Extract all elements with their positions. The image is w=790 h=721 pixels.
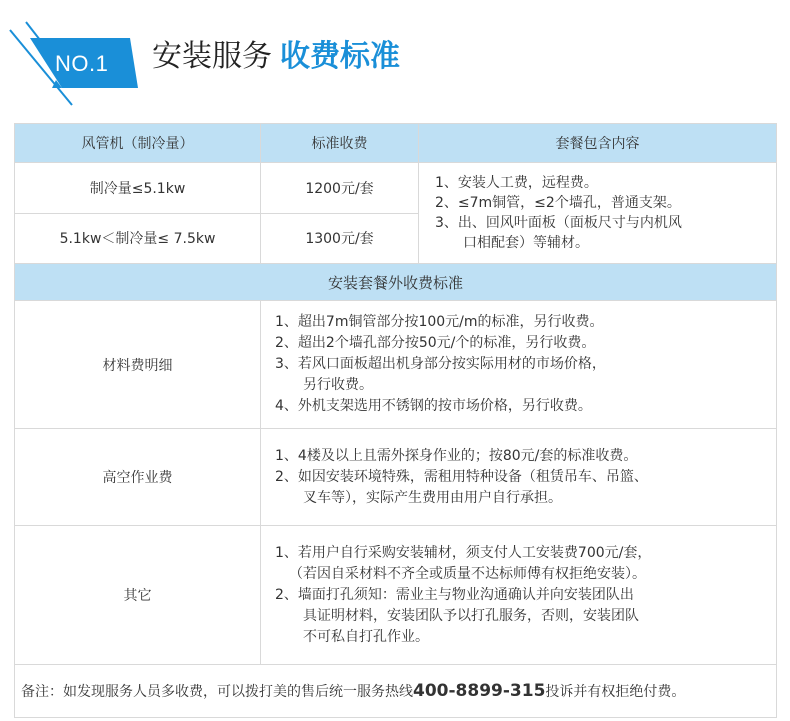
- table-row: [15, 163, 777, 214]
- package-item: 2、≤7m铜管，≤2个墙孔，普通支架。: [435, 195, 681, 211]
- fee-detail-item: 1、4楼及以上且需外探身作业的；按80元/套的标准收费。: [275, 447, 638, 464]
- fee-detail-cell: [261, 526, 777, 665]
- fee-detail-cell: [261, 301, 777, 429]
- fee-detail-item: 3、若风口面板超出机身部分按实际用材的市场价格，: [275, 356, 606, 372]
- footnote-prefix: 备注：如发现服务人员多收费，可以拨打美的售后统一服务热线: [21, 684, 413, 700]
- table-row: [15, 301, 777, 429]
- fee-detail-item: 叉车等），实际产生费用由用户自行承担。: [303, 489, 562, 506]
- table-row: [15, 429, 777, 526]
- section-header: [0, 0, 790, 110]
- table-header-row: [15, 124, 777, 163]
- fee-detail-item: 1、超出7m铜管部分按100元/m的标准，另行收费。: [275, 314, 604, 330]
- fee-detail-item: 2、墙面打孔须知：需业主与物业沟通确认并向安装团队出: [275, 586, 634, 603]
- fee-category-label: 其它: [15, 526, 261, 665]
- fee-detail-item: （若因自采材料不齐全或质量不达标师傅有权拒绝安装）。: [289, 565, 646, 582]
- package-item: 1、安装人工费，远程费。: [435, 175, 598, 191]
- package-contents-cell: [419, 163, 777, 264]
- fee-detail-item: 2、超出2个墙孔部分按50元/个的标准，另行收费。: [275, 335, 596, 351]
- fee-detail-cell: [261, 429, 777, 526]
- package-item: 3、出、回风叶面板（面板尺寸与内机风: [435, 215, 682, 231]
- capacity-cell: 5.1kw＜制冷量≤ 7.5kw: [15, 213, 261, 264]
- column-header: 风管机（制冷量）: [15, 124, 261, 163]
- extra-fees-title: 安装套餐外收费标准: [15, 264, 777, 301]
- fee-detail-item: 另行收费。: [303, 377, 373, 393]
- table-row: [15, 526, 777, 665]
- fee-detail-item: 4、外机支架选用不锈钢的按市场价格，另行收费。: [275, 398, 592, 414]
- table-row: [15, 665, 777, 718]
- fee-detail-item: 2、如因安装环境特殊，需租用特种设备（租赁吊车、吊篮、: [275, 468, 648, 485]
- price-cell: 1200元/套: [261, 163, 419, 214]
- fee-category-label: 高空作业费: [15, 429, 261, 526]
- column-header: 标准收费: [261, 124, 419, 163]
- title-plain: 安装服务: [152, 39, 272, 74]
- section-number-badge: NO.1: [55, 51, 109, 76]
- fee-detail-item: 不可私自打孔作业。: [303, 628, 429, 645]
- capacity-cell: 制冷量≤5.1kw: [15, 163, 261, 214]
- price-cell: 1300元/套: [261, 213, 419, 264]
- footnote: [15, 665, 777, 718]
- fee-detail-item: 具证明材料，安装团队予以打孔服务，否则，安装团队: [303, 607, 639, 624]
- page-title: [152, 35, 400, 79]
- extra-fees-title-row: [15, 264, 777, 301]
- fee-table: [14, 123, 777, 718]
- badge-accent-line: [26, 22, 40, 40]
- footnote-suffix: 投诉并有权拒绝付费。: [545, 684, 686, 700]
- fee-detail-item: 1、若用户自行采购安装辅材，须支付人工安装费700元/套，: [275, 544, 652, 561]
- service-hotline: 400-8899-315: [413, 681, 546, 701]
- package-item: 口相配套）等辅材。: [463, 235, 589, 251]
- column-header: 套餐包含内容: [419, 124, 777, 163]
- title-accent: 收费标准: [280, 39, 400, 74]
- fee-category-label: 材料费明细: [15, 301, 261, 429]
